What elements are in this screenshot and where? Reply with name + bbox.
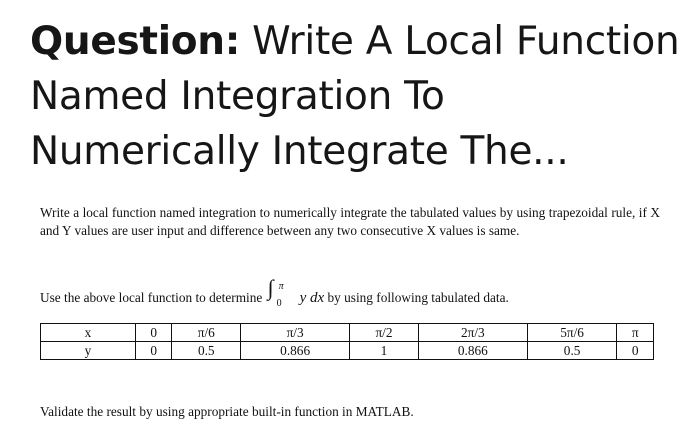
validate-instruction: Validate the result by using appropriate built-in function in MATLAB. xyxy=(40,404,414,419)
table-cell: 0 xyxy=(617,342,654,360)
table-cell: π/2 xyxy=(350,324,419,342)
definite-integral xyxy=(266,275,300,309)
table-cell: 0 xyxy=(136,324,172,342)
table-cell: π xyxy=(617,324,654,342)
table-cell: x xyxy=(41,324,136,342)
integrand: y dx xyxy=(299,290,325,306)
problem-paragraph-1: Write a local function named integration to numerically integrate the tabulated values by using trapezoidal rule, if X and Y values are user input and difference between any two consecutive X values is same. xyxy=(40,205,660,238)
problem-statement-image xyxy=(40,204,660,419)
paragraph-2-tail: by using following tabulated data. xyxy=(324,290,509,305)
table-cell: π/6 xyxy=(172,324,241,342)
integral-upper-limit: π xyxy=(278,281,284,292)
table-cell: 2π/3 xyxy=(418,324,527,342)
table-row-y xyxy=(41,342,654,360)
tabulated-data-table xyxy=(40,323,654,360)
table-cell: 5π/6 xyxy=(527,324,617,342)
integral-sign: ∫ xyxy=(267,275,274,300)
table-cell: y xyxy=(41,342,136,360)
table-cell: 0.866 xyxy=(418,342,527,360)
paragraph-2-lead: Use the above local function to determine xyxy=(40,290,266,305)
table-row-x xyxy=(41,324,654,342)
table-cell: 1 xyxy=(350,342,419,360)
table-cell: 0.5 xyxy=(527,342,617,360)
table-cell: 0 xyxy=(136,342,172,360)
question-headline xyxy=(30,14,680,179)
table-cell: 0.866 xyxy=(241,342,350,360)
question-title: Write A Local Function Named Integration To Numerically Integrate The... xyxy=(30,19,680,174)
problem-paragraph-2 xyxy=(40,275,660,309)
table-cell: π/3 xyxy=(241,324,350,342)
question-label: Question: xyxy=(30,19,241,64)
integral-lower-limit: 0 xyxy=(276,298,282,309)
table-cell: 0.5 xyxy=(172,342,241,360)
